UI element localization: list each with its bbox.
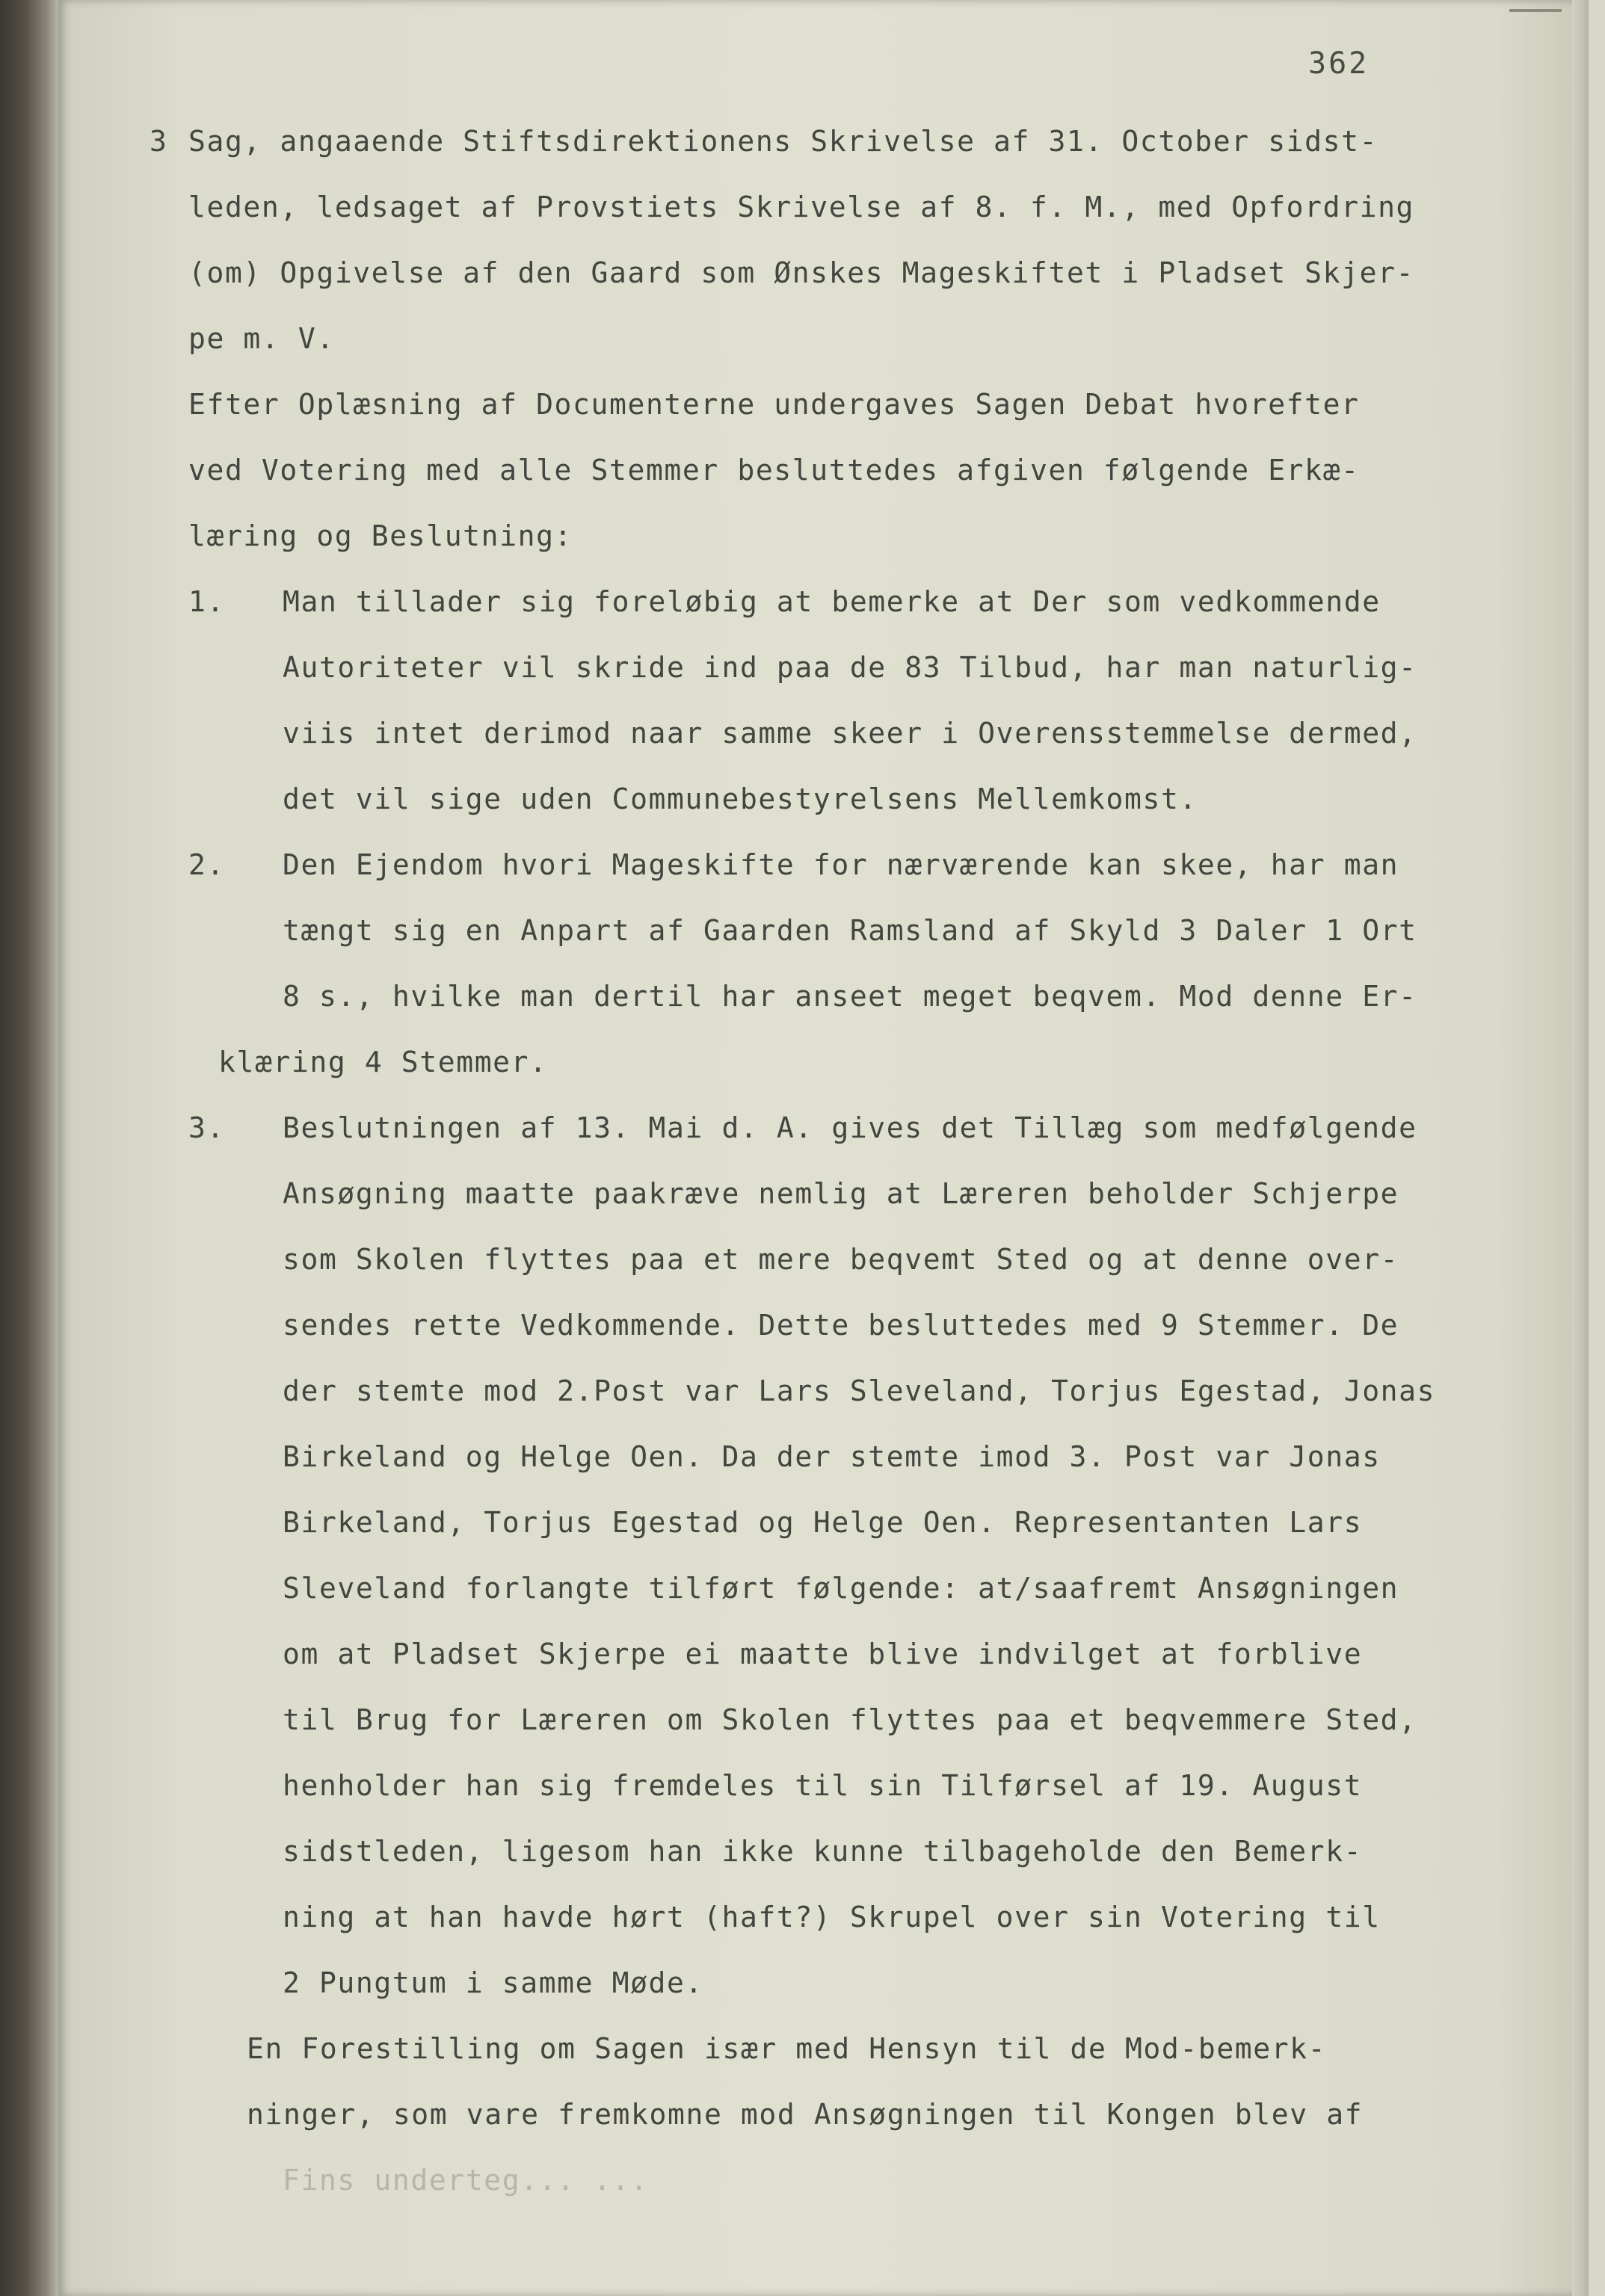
line-text: Beslutningen af 13. Mai d. A. gives det Tillæg som medfølgende — [283, 1111, 1417, 1144]
text-line: Efter Oplæsning af Documenterne undergaves Sagen Debat hvorefter — [188, 388, 1360, 421]
text-line: Birkeland og Helge Oen. Da der stemte imod 3. Post var Jonas — [283, 1440, 1381, 1473]
numbered-paragraph-2 — [188, 832, 1541, 898]
faded-text-line: Fins underteg... ... — [283, 2164, 649, 2197]
text-line: ninger, som vare fremkomne mod Ansøgningen til Kongen blev af — [247, 2098, 1364, 2131]
text-line: tængt sig en Anpart af Gaarden Ramsland af Skyld 3 Daler 1 Ort — [283, 914, 1417, 947]
binding-edge — [0, 0, 58, 2296]
line-text: Man tillader sig foreløbig at bemerke at Der som vedkommende — [283, 585, 1381, 618]
numbered-paragraph-1 — [188, 569, 1541, 635]
numbered-paragraph-3 — [188, 1095, 1541, 1161]
text-line: Ansøgning maatte paakræve nemlig at Læreren beholder Schjerpe — [283, 1177, 1399, 1210]
line-text: Den Ejendom hvori Mageskifte for nærværende kan skee, har man — [283, 848, 1399, 881]
text-line — [150, 108, 1541, 174]
text-line: sendes rette Vedkommende. Dette besluttedes med 9 Stemmer. De — [283, 1309, 1399, 1342]
text-line: henholder han sig fremdeles til sin Tilførsel af 19. August — [283, 1769, 1363, 1802]
text-line: som Skolen flyttes paa et mere beqvemt Sted og at denne over- — [283, 1243, 1399, 1276]
page-number: 362 — [1308, 46, 1370, 81]
text-line: Birkeland, Torjus Egestad og Helge Oen. Representanten Lars — [283, 1506, 1363, 1539]
text-line: der stemte mod 2.Post var Lars Sleveland, Torjus Egestad, Jonas — [283, 1374, 1436, 1407]
text-line: 2 Pungtum i samme Møde. — [283, 1966, 703, 1999]
text-line: til Brug for Læreren om Skolen flyttes paa et beqvemmere Sted, — [283, 1703, 1417, 1736]
item-marker: 2. — [188, 848, 225, 881]
text-line: Autoriteter vil skride ind paa de 83 Tilbud, har man naturlig- — [283, 651, 1417, 684]
text-line: En Forestilling om Sagen især med Hensyn til de Mod-bemerk- — [247, 2032, 1327, 2065]
text-line: 8 s., hvilke man dertil har anseet meget beqvem. Mod denne Er- — [283, 980, 1417, 1013]
text-line: leden, ledsaget af Provstiets Skrivelse af 8. f. M., med Opfordring — [188, 191, 1415, 223]
text-line: sidstleden, ligesom han ikke kunne tilbageholde den Bemerk- — [283, 1835, 1363, 1868]
item-marker: 1. — [188, 585, 225, 618]
text-line: viis intet derimod naar samme skeer i Overensstemmelse dermed, — [283, 717, 1417, 750]
text-line: pe m. V. — [188, 322, 335, 355]
text-line: Sleveland forlangte tilført følgende: at/saafremt Ansøgningen — [283, 1572, 1399, 1605]
text-line: det vil sige uden Communebestyrelsens Mellemkomst. — [283, 783, 1198, 815]
text-line: (om) Opgivelse af den Gaard som Ønskes Mageskiftet i Pladset Skjer- — [188, 256, 1415, 289]
text-line: klæring 4 Stemmer. — [218, 1046, 548, 1078]
text-line: læring og Beslutning: — [188, 519, 573, 552]
text-line: om at Pladset Skjerpe ei maatte blive indvilget at forblive — [283, 1638, 1363, 1670]
text-line: ved Votering med alle Stemmer besluttedes afgiven følgende Erkæ- — [188, 454, 1360, 487]
item-marker: 3 — [150, 125, 168, 158]
line-text: Sag, angaaende Stiftsdirektionens Skrivelse af 31. October sidst- — [188, 125, 1378, 158]
typed-text-block — [150, 108, 1541, 2213]
corner-mark — [1509, 9, 1562, 27]
item-marker: 3. — [188, 1111, 225, 1144]
right-page-edge — [1572, 0, 1589, 2296]
text-line: ning at han havde hørt (haft?) Skrupel over sin Votering til — [283, 1901, 1381, 1934]
